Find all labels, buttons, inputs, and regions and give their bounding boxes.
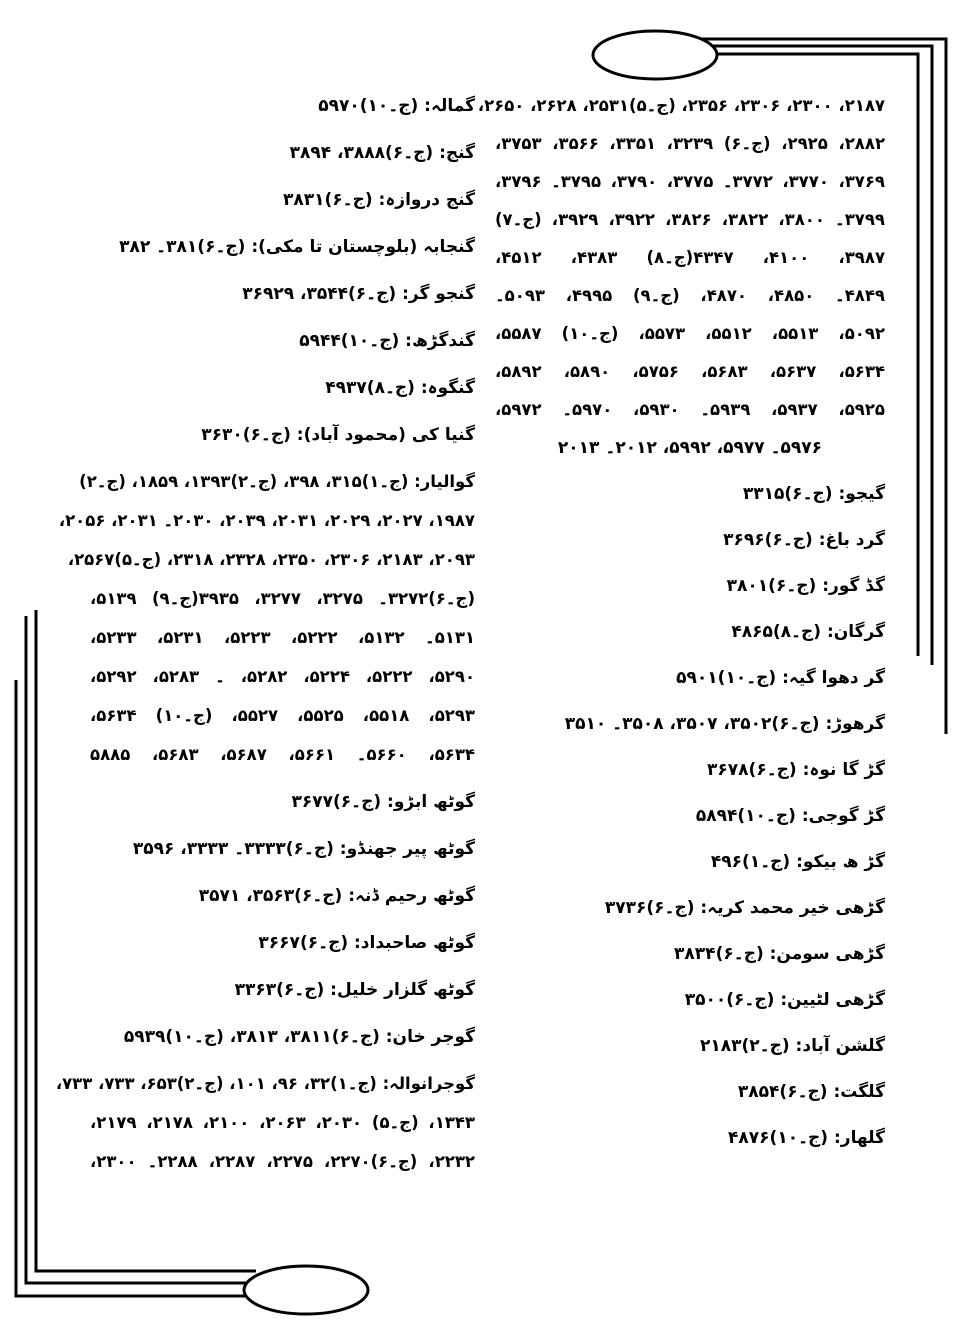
entry-line: ۵۲۹۰، ۵۲۲۲، ۵۲۲۴، ۵۲۸۲، ۔ ۵۲۸۳، ۵۲۹۲، (90, 667, 476, 686)
entry-line: ۱۳۴۳، (ج۔۵) ۲۰۳۰، ۲۰۶۳، ۲۱۰۰، ۲۱۷۸، ۲۱۷۹، (90, 1113, 475, 1132)
continuation-line: ۲۱۸۷، ۲۳۰۰، ۲۳۰۶، ۲۳۵۶، (ج۔۵)۲۵۳۱، ۲۶۲۸، ۲۶۵۰، (477, 96, 885, 115)
entry-line: ۵۲۹۳، ۵۵۱۸، ۵۵۲۵، ۵۵۲۷، (ج۔۱۰) ۵۶۳۴، (90, 706, 475, 725)
index-entry: گنگوہ: (ج۔۸)۴۹۳۷ (325, 378, 475, 398)
index-entry: گوٹھ ابڑو: (ج۔۶)۳۶۷۷ (291, 792, 475, 812)
continuation-line: ۳۷۹۹۔ ۳۸۰۰، ۳۸۲۲، ۳۸۲۶، ۳۹۲۲، ۳۹۲۹، (ج۔۷) (495, 210, 885, 229)
index-entry: گنج دروازہ: (ج۔۶)۳۸۳۱ (282, 190, 475, 210)
continuation-line: ۴۸۴۹۔ ۴۸۵۰، ۴۸۷۰، (ج۔۹) ۴۹۹۵، ۵۰۹۳۔ (495, 286, 885, 305)
entry-line: ۵۱۳۱۔ ۵۱۳۲، ۵۲۲۲، ۵۲۲۳، ۵۲۳۱، ۵۲۳۳، (90, 628, 475, 647)
gujranwala-entry (55, 1074, 475, 1172)
index-entry: گیجو: (ج۔۶)۳۳۱۵ (742, 484, 885, 504)
gwalior-entry (58, 472, 476, 765)
index-entry: گوٹھ صاحبداد: (ج۔۶)۳۶۶۷ (258, 933, 475, 953)
index-entry: گلشن آباد: (ج۔۲)۲۱۸۳ (699, 1036, 885, 1056)
index-entry: گرگان: (ج۔۸)۴۸۶۵ (731, 622, 885, 642)
entry-line: ۲۲۳۲، (ج۔۶)۲۲۷۰، ۲۲۷۵، ۲۲۸۷، ۲۲۸۸۔ ۲۳۰۰، (90, 1152, 475, 1171)
index-entry: گرد باغ: (ج۔۶)۳۶۹۶ (723, 530, 885, 550)
index-entry: گرھوڑ: (ج۔۶)۳۵۰۲، ۳۵۰۷، ۳۵۰۸۔ ۳۵۱۰ (564, 714, 885, 734)
index-entry: گمالہ: (ج۔۱۰)۵۹۷۰ (318, 96, 475, 116)
index-entry: گلھار: (ج۔۱۰)۴۸۷۶ (728, 1128, 885, 1148)
index-entry: گڑ گا نوہ: (ج۔۶)۳۶۷۸ (707, 760, 885, 780)
index-entry: گڈ گور: (ج۔۶)۳۸۰۱ (726, 576, 885, 596)
continuation-line: ۵۹۲۵، ۵۹۳۷، ۵۹۳۹۔ ۵۹۳۰، ۵۹۷۰۔ ۵۹۷۲، (495, 400, 885, 419)
index-entry: گوٹھ رحیم ڈنہ: (ج۔۶)۳۵۶۳، ۳۵۷۱ (198, 886, 475, 906)
entry-line: ۲۰۹۳، ۲۱۸۳، ۲۳۰۶، ۲۳۵۰، ۲۳۲۸، ۲۳۱۸، (ج۔۵)۲۵۶۷، (67, 550, 475, 569)
index-entry: گڑھی سومن: (ج۔۶)۳۸۳۴ (674, 944, 885, 964)
index-entry: گر دھوا گیہ: (ج۔۱۰)۵۹۰۱ (676, 668, 885, 688)
index-entry: گلگت: (ج۔۶)۳۸۵۴ (737, 1082, 885, 1102)
entry-line: ۵۶۳۴، ۵۶۶۰۔ ۵۶۶۱، ۵۶۸۷، ۵۶۸۳، ۵۸۸۵ (90, 745, 476, 764)
index-entry: گڑھی خیر محمد کریہ: (ج۔۶)۳۷۳۶ (604, 898, 885, 918)
index-entry: گوٹھ پیر جھنڈو: (ج۔۶)۳۳۳۳۔ ۳۳۳۳، ۳۵۹۶ (132, 839, 475, 859)
index-entry: گنج: (ج۔۶)۳۸۸۸، ۳۸۹۴ (289, 143, 475, 163)
index-entry: گوٹھ گلزار خلیل: (ج۔۶)۳۳۶۳ (234, 980, 475, 1000)
index-entry: گوجر خان: (ج۔۶)۳۸۱۱، ۳۸۱۳، (ج۔۱۰)۵۹۳۹ (123, 1027, 475, 1047)
continuation-line: ۵۰۹۲، ۵۵۱۳، ۵۵۱۲، ۵۵۷۳، (ج۔۱۰) ۵۵۸۷، (495, 324, 885, 343)
continuation-line: ۲۸۸۲، ۲۹۲۵، (ج۔۶) ۳۲۳۹، ۳۳۵۱، ۳۵۶۶، ۳۷۵۳، (495, 134, 886, 153)
left-column (55, 96, 476, 1172)
index-entry: گنجو گر: (ج۔۶)۳۵۴۴، ۳۶۹۲۹ (242, 284, 475, 304)
continuation-line: ۵۶۳۴، ۵۶۳۷، ۵۶۸۳، ۵۷۵۶، ۵۸۹۰، ۵۸۹۲، (495, 362, 886, 381)
entry-line: گوالیار: (ج۔۱)۳۱۵، ۳۹۸، (ج۔۲)۱۳۹۳، ۱۸۵۹، (ج۔۲) (79, 472, 475, 491)
index-entry: گڑھی لٹیین: (ج۔۶)۳۵۰۰ (684, 990, 885, 1010)
index-entry: گندگڑھ: (ج۔۱۰)۵۹۴۴ (299, 331, 475, 351)
continuation-line: ۵۹۷۶۔ ۵۹۷۷، ۵۹۹۲، ۲۰۱۲۔ ۲۰۱۳ (557, 438, 823, 458)
continuation-block (477, 96, 886, 458)
index-entry: گنیا کی (محمود آباد): (ج۔۶)۳۶۳۰ (201, 425, 475, 445)
continuation-line: ۳۷۶۹، ۳۷۷۰، ۳۷۷۲۔ ۳۷۷۵، ۳۷۹۰، ۳۷۹۵۔ ۳۷۹۶، (495, 172, 886, 191)
entry-line: ۱۹۸۷، ۲۰۲۷، ۲۰۲۹، ۲۰۳۱، ۲۰۳۹، ۲۰۳۰۔ ۲۰۳۱، ۲۰۵۶، (58, 511, 475, 530)
right-column (477, 96, 886, 1148)
continuation-line: ۳۹۸۷، ۴۱۰۰، ۴۳۴۷(ج۔۸) ۴۳۸۳، ۴۵۱۲، (495, 248, 886, 267)
entry-line: (ج۔۶)۳۲۷۲۔ ۳۲۷۵، ۳۲۷۷، ۳۹۳۵(ج۔۹) ۵۱۳۹، (90, 589, 475, 608)
entry-line: گوجرانوالہ: (ج۔۱)۳۲، ۹۶، ۱۰۱، (ج۔۲)۶۵۳، ۷۳۳، ۷۳۳، (55, 1074, 475, 1093)
index-entry: گڑ گوجی: (ج۔۱۰)۵۸۹۴ (695, 806, 885, 826)
index-entry: گڑ ھ بیکو: (ج۔۱)۴۹۶ (710, 852, 885, 872)
index-entry: گنجابہ (بلوچستان تا مکی): (ج۔۶)۳۸۱۔ ۳۸۲ (119, 237, 475, 257)
